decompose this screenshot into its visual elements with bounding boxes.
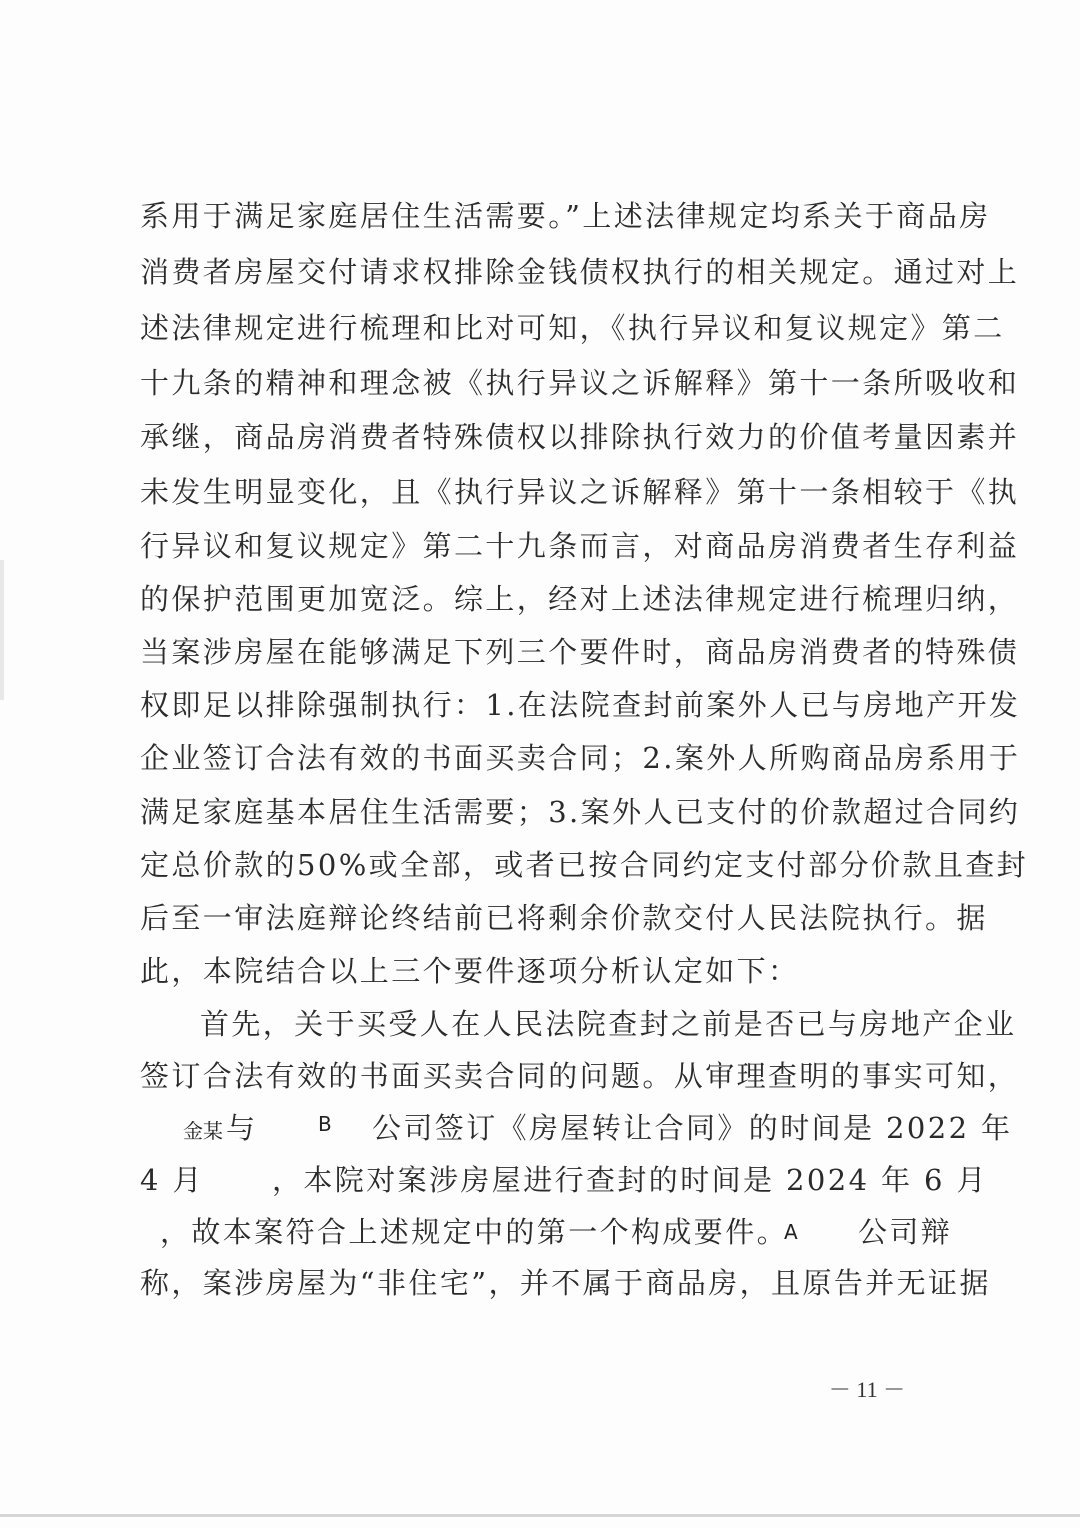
paragraph-line-9: 当案涉房屋在能够满足下列三个要件时，商品房消费者的特殊债 — [140, 635, 1020, 669]
line-18-fragment-a: 与 — [226, 1111, 258, 1145]
paragraph-line-13: 定总价款的50%或全部，或者已按合同约定支付部分价款且查封 — [140, 848, 1029, 882]
paragraph-line-14: 后至一审法庭辩论终结前已将剩余价款交付人民法院执行。据 — [140, 901, 988, 935]
paragraph-line-1: 系用于满足家庭居住生活需要。”上述法律规定均系关于商品房 — [140, 199, 991, 233]
paragraph-line-11: 企业签订合法有效的书面买卖合同；2.案外人所购商品房系用于 — [140, 741, 1021, 775]
scan-bottom-edge — [0, 1514, 1080, 1517]
redacted-company-a: A — [784, 1220, 798, 1244]
paragraph-line-15: 此，本院结合以上三个要件逐项分析认定如下： — [140, 954, 800, 988]
line-19-fragment-a: 4 月 — [140, 1163, 204, 1197]
redacted-buyer-name: 金某 — [183, 1119, 223, 1143]
redacted-company-b: B — [318, 1112, 332, 1136]
paragraph-line-21: 称，案涉房屋为“非住宅”，并不属于商品房，且原告并无证据 — [140, 1266, 991, 1300]
line-19-fragment-b: ，本院对案涉房屋进行查封的时间是 2024 年 6 月 — [272, 1163, 988, 1197]
paragraph-line-17: 签订合法有效的书面买卖合同的问题。从审理查明的事实可知， — [140, 1059, 1020, 1093]
paragraph-line-5: 承继，商品房消费者特殊债权以排除执行效力的价值考量因素并 — [140, 420, 1020, 454]
paragraph-line-6: 未发生明显变化，且《执行异议之诉解释》第十一条相较于《执 — [140, 475, 1020, 509]
page-number: － 11 － — [828, 1377, 906, 1402]
line-20-fragment-a: ，故本案符合上述规定中的第一个构成要件。 — [160, 1215, 789, 1249]
paragraph-line-7: 行异议和复议规定》第二十九条而言，对商品房消费者生存利益 — [140, 529, 1020, 563]
paragraph-line-8: 的保护范围更加宽泛。综上，经对上述法律规定进行梳理归纳， — [140, 582, 1020, 616]
paragraph-line-12: 满足家庭基本居住生活需要；3.案外人已支付的价款超过合同约 — [140, 795, 1021, 829]
scan-edge-shade — [0, 560, 4, 700]
paragraph-line-3: 述法律规定进行梳理和比对可知，《执行异议和复议规定》第二 — [140, 311, 1005, 345]
line-20-fragment-b: 公司辩 — [858, 1215, 953, 1249]
paragraph-line-2: 消费者房屋交付请求权排除金钱债权执行的相关规定。通过对上 — [140, 255, 1020, 289]
paragraph-line-10: 权即足以排除强制执行：1.在法院查封前案外人已与房地产开发 — [140, 688, 1021, 722]
paragraph-line-16: 首先，关于买受人在人民法院查封之前是否已与房地产企业 — [200, 1007, 1017, 1041]
paragraph-line-4: 十九条的精神和理念被《执行异议之诉解释》第十一条所吸收和 — [140, 366, 1020, 400]
line-18-fragment-b: 公司签订《房屋转让合同》的时间是 2022 年 — [372, 1111, 1013, 1145]
